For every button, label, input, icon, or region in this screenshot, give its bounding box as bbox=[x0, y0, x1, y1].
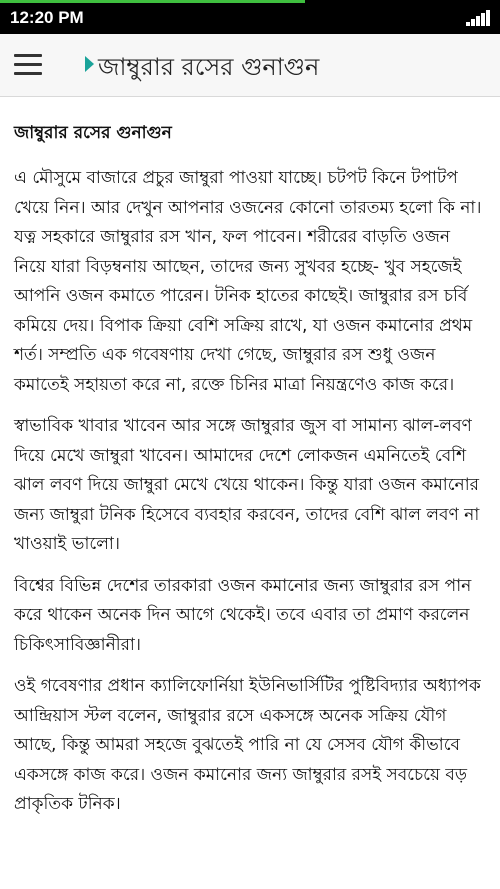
article-heading: জাম্বুরার রসের গুনাগুন bbox=[14, 123, 172, 143]
page-title: জাম্বুরার রসের গুনাগুন bbox=[98, 53, 320, 81]
signal-icon bbox=[466, 10, 492, 26]
article-paragraph: ওই গবেষণার প্রধান ক্যালিফোর্নিয়া ইউনিভার্সিটির পুষ্টিবিদ্যার অধ্যাপক আন্দ্রিয়াস স্টল বলেন, জাম্বুরার রসে একসঙ্গে অনেক সক্রিয় যৌগ আছে, কিন্তু আমরা সহজে বুঝতেই পারি না যে সেসব যৌগ কীভাবে একসঙ্গে কাজ করে। ওজন কমানোর জন্য জাম্বুরার রসই সবচেয়ে বড় প্রাকৃতিক টনিক। bbox=[14, 676, 481, 814]
status-bar bbox=[0, 0, 500, 34]
status-time: 12:20 PM bbox=[10, 8, 84, 27]
menu-icon[interactable] bbox=[14, 54, 42, 76]
status-bar-accent-line bbox=[0, 0, 305, 3]
app-bar bbox=[0, 34, 500, 97]
article-paragraph: স্বাভাবিক খাবার খাবেন আর সঙ্গে জাম্বুরার জুস বা সামান্য ঝাল-লবণ দিয়ে মেখে জাম্বুরা খাবেন। আমাদের দেশে লোকজন এমনিতেই বেশি ঝাল লবণ দিয়ে জাম্বুরা মেখে খেয়ে থাকেন। কিন্তু যারা ওজন কমানোর জন্য জাম্বুরা টনিক হিসেবে ব্যবহার করবেন, তাদের বেশি ঝাল লবণ না খাওয়াই ভালো। bbox=[14, 416, 480, 554]
article-paragraph: বিশ্বের বিভিন্ন দেশের তারকারা ওজন কমানোর জন্য জাম্বুরার রস পান করে থাকেন অনেক দিন আগে থেকেই। তবে এবার তা প্রমাণ করলেন চিকিৎসাবিজ্ঞানীরা। bbox=[14, 575, 472, 655]
article bbox=[14, 120, 486, 832]
article-paragraph: এ মৌসুমে বাজারে প্রচুর জাম্বুরা পাওয়া যাচ্ছে। চটপট কিনে টপাটপ খেয়ে নিন। আর দেখুন আপনার ওজনের কোনো তারতম্য হলো কি না। যত্ন সহকারে জাম্বুরার রস খান, ফল পাবেন। শরীরের বাড়তি ওজন নিয়ে যারা বিড়ম্বনায় আছেন, তাদের জন্য সুখবর হচ্ছে- খুব সহজেই আপনি ওজন কমাতে পারেন। টনিক হাতের কাছেই। জাম্বুরার রস চর্বি কমিয়ে দেয়। বিপাক ক্রিয়া বেশি সক্রিয় রাখে, যা ওজন কমানোর প্রথম শর্ত। সম্প্রতি এক গবেষণায় দেখা গেছে, জাম্বুরার রস শুধু ওজন কমাতেই সহায়তা করে না, রক্তে চিনির মাত্রা নিয়ন্ত্রণেও কাজ করে। bbox=[14, 168, 482, 395]
title-marker-icon bbox=[85, 56, 94, 72]
